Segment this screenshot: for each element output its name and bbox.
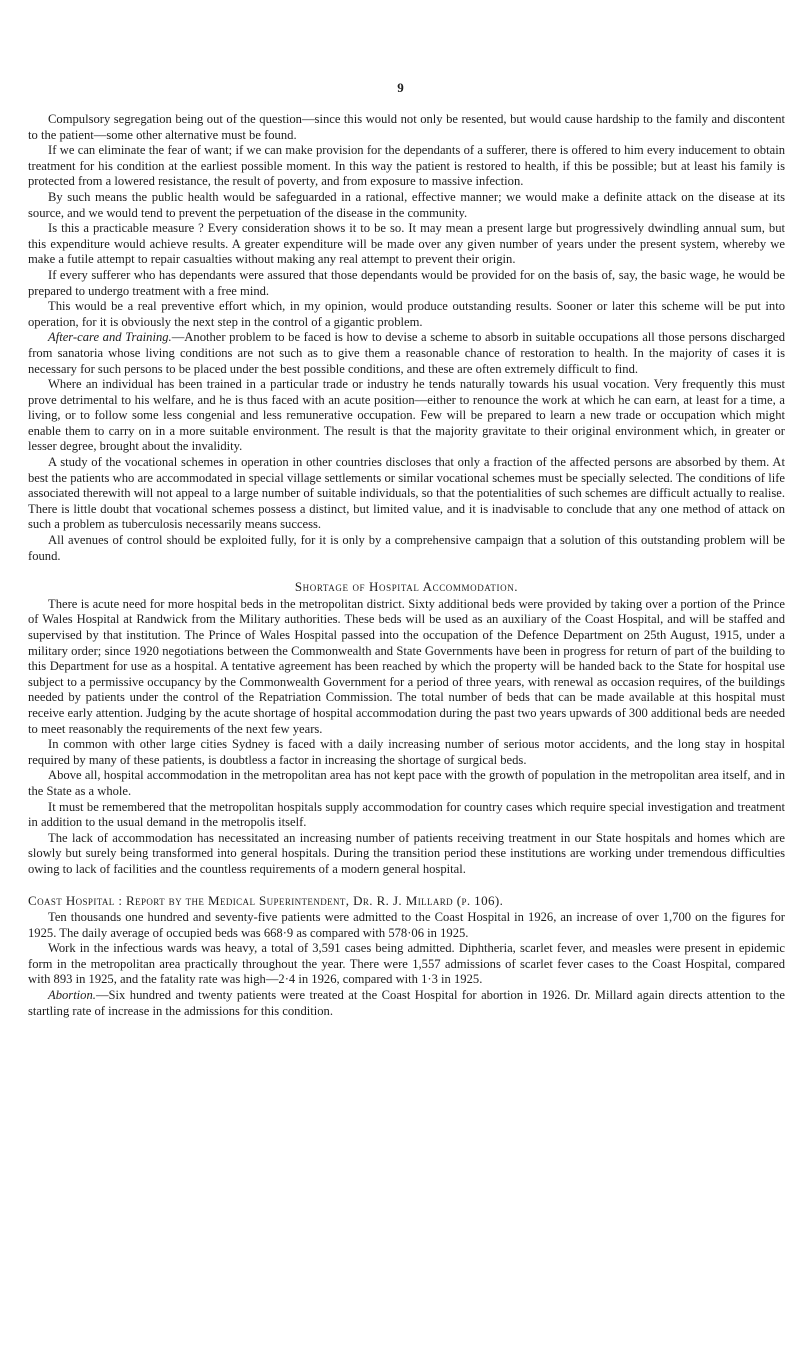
abortion-title: Abortion. <box>48 988 96 1003</box>
paragraph: It must be remembered that the metropolitan hospitals supply accommodation for country cases which require special investigation and treatment in addition to the usual demand in the metropolis itself. <box>28 799 785 830</box>
paragraph: A study of the vocational schemes in operation in other countries discloses that only a fraction of the affected persons are absorbed by them. At best the patients who are accommodated in special village settlements or similar vocational schemes must be specially selected. The conditions of life associated therewith will not appeal to a large number of suitable individuals, so that the potentialities of such schemes are difficult actually to realise. There is little doubt that vocational schemes possess a distinct, but limited value, and it is inadvisable to conclude that any one method of attack on such a problem as tuberculosis necessarily means success. <box>28 455 785 532</box>
paragraph: The lack of accommodation has necessitated an increasing number of patients receiving treatment in our State hospitals and homes which are slowly but surely being transformed into general hospitals. During the transition period these institutions are working under tremendous difficulties owing to lack of facilities and the countless requirements of a modern general hospital. <box>28 830 785 876</box>
paragraph: If every sufferer who has dependants were assured that those dependants would be provided for on the basis of, say, the basic wage, he would be prepared to undergo treatment with a free mind. <box>28 267 785 298</box>
paragraph: Above all, hospital accommodation in the metropolitan area has not kept pace with the growth of population in the metropolitan area itself, and in the State as a whole. <box>28 768 785 798</box>
abortion-text: —Six hundred and twenty patients were treated at the Coast Hospital for abortion in 1926. Dr. Millard again directs attention to the startling rate of increase in the admissions for this condition. <box>28 988 785 1018</box>
abortion-paragraph <box>28 988 785 1019</box>
paragraph: Work in the infectious wards was heavy, a total of 3,591 cases being admitted. Diphtheria, scarlet fever, and measles were present in epidemic form in the metropolitan area practically throughout the year. There were 1,557 admissions of scarlet fever cases to the Coast Hospital, compared with 893 in 1925, and the fatality rate was high—2·4 in 1926, compared with 1·3 in 1925. <box>28 941 785 987</box>
aftercare-paragraph <box>28 330 785 377</box>
paragraph: Is this a practicable measure ? Every consideration shows it to be so. It may mean a present large but progressively dwindling annual sum, but this expenditure would achieve results. A greater expenditure will be made over any given number of years under the present system, whereby we make a futile attempt to repair casualties without making any real attempt to prevent their origin. <box>28 221 785 267</box>
paragraph: In common with other large cities Sydney is faced with a daily increasing number of serious motor accidents, and the long stay in hospital required by many of these patients, is doubtless a factor in increasing the shortage of surgical beds. <box>28 737 785 767</box>
paragraph: All avenues of control should be exploited fully, for it is only by a comprehensive campaign that a solution of this outstanding problem will be found. <box>28 533 785 563</box>
section-heading-hospital-accommodation: Shortage of Hospital Accommodation. <box>294 579 519 595</box>
paragraph: There is acute need for more hospital beds in the metropolitan district. Sixty additional beds were provided by taking over a portion of the Prince of Wales Hospital at Randwick from the Military authorities. These beds will be used as an auxiliary of the Coast Hospital, and will be staffed and supervised by that institution. The Prince of Wales Hospital passed into the occupation of the Defence Department on 25th August, 1915, under a military order; since 1920 negotiations between the Commonwealth and State Governments have been in progress for return of part of the building to this Department for use as a hospital. A tentative agreement has been reached by which the property will be handed back to the State for hospital use subject to a permissive occupancy by the Commonwealth Government for a period of three years, with renewal as occasion requires, of the buildings needed by patients under the control of the Repatriation Commission. The total number of beds that can be made available at this hospital must receive early attention. Judging by the acute shortage of hospital accommodation during the past two years upwards of 300 additional beds are needed to meet reasonably the requirements of the next few years. <box>28 596 785 736</box>
paragraph: Compulsory segregation being out of the question—since this would not only be resented, but would cause hardship to the family and discontent to the patient—some other alternative must be found. <box>28 112 785 142</box>
paragraph: Ten thousands one hundred and seventy-five patients were admitted to the Coast Hospital in 1926, an increase of over 1,700 on the figures for 1925. The daily average of occupied beds was 668·9 as compared with 578·06 in 1925. <box>28 910 785 940</box>
page-number: 9 <box>397 80 404 95</box>
aftercare-text: —Another problem to be faced is how to devise a scheme to absorb in suitable occupations all those persons discharged from sanatoria whose living conditions are not such as to give them a reasonable chance of restoration to health. In the majority of cases it is necessary for such persons to be placed under the best possible conditions, and these are often extremely difficult to find. <box>28 330 786 376</box>
body-text <box>28 0 785 1019</box>
paragraph: Where an individual has been trained in a particular trade or industry he tends naturally towards his usual vocation. Very frequently this must prove detrimental to his welfare, and he is thus faced with an acute position—either to renounce the work at which he can earn, at least for a time, a living, or to follow some less congenial and less remunerative occupation. Few will be prepared to learn a new trade or occupation which might enable them to carry on in a more suitable environment. The result is that the majority gravitate to their original environment which, in greater or lesser degree, brought about the invalidity. <box>28 377 785 454</box>
paragraph: This would be a real preventive effort which, in my opinion, would produce outstanding results. Sooner or later this scheme will be put into operation, for it is obviously the next step in the control of a gigantic problem. <box>28 299 785 329</box>
paragraph: By such means the public health would be safeguarded in a rational, effective manner; we would make a definite attack on the disease at its source, and we would tend to prevent the perpetuation of the disease in the community. <box>28 189 785 220</box>
paragraph: If we can eliminate the fear of want; if we can make provision for the dependants of a sufferer, there is offered to him every inducement to obtain treatment for his condition at the earliest possible moment. In this way the patient is restored to health, if this be possible; but at least his family is protected from a lowered resistance, the result of poverty, and from exposure to massive infection. <box>28 143 785 189</box>
section-heading-coast-hospital: Coast Hospital : Report by the Medical Superintendent, Dr. R. J. Millard (p. 106). <box>28 892 504 908</box>
aftercare-title: After-care and Training. <box>48 330 172 345</box>
